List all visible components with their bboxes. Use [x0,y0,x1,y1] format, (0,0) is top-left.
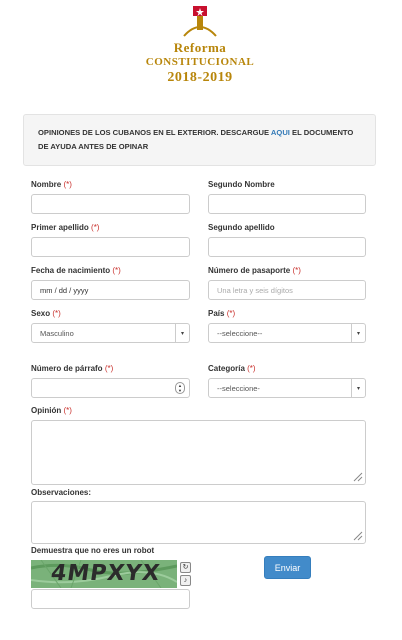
reforma-logo [130,4,270,100]
number-spinner-icon[interactable]: ▲ ▼ [175,382,185,394]
primer-apellido-input[interactable] [31,237,190,257]
submit-button[interactable]: Enviar [264,556,311,579]
pais-label: País (*) [208,309,236,318]
sexo-label: Sexo (*) [31,309,61,318]
captcha-input[interactable] [31,589,190,609]
primer-apellido-label: Primer apellido (*) [31,223,100,232]
logo-subtitle: CONSTITUCIONAL [145,56,255,68]
resize-grip-icon[interactable] [351,529,363,541]
chevron-down-icon: ▾ [351,324,365,342]
segundo-nombre-input[interactable] [208,194,366,214]
opinion-textarea[interactable] [31,420,366,485]
observaciones-textarea[interactable] [31,501,366,544]
sexo-select[interactable]: Masculino ▾ [31,323,190,343]
download-link[interactable]: AQUI [270,128,290,137]
parrafo-label: Número de párrafo (*) [31,364,114,373]
parrafo-input[interactable] [31,378,190,398]
fecha-input[interactable]: mm / dd / yyyy [31,280,190,300]
notice-box [23,114,376,166]
logo-title: Reforma [173,40,227,55]
logo-years: 2018-2019 [167,70,233,85]
nombre-label: Nombre (*) [31,180,72,189]
observaciones-label: Observaciones: [31,488,92,497]
fecha-label: Fecha de nacimiento (*) [31,266,121,275]
categoria-label: Categoría (*) [208,364,256,373]
captcha-label: Demuestra que no eres un robot [31,546,155,555]
refresh-icon[interactable]: ↻ [180,562,191,573]
captcha-image [31,560,177,588]
chevron-down-icon: ▾ [351,379,365,397]
segundo-apellido-input[interactable] [208,237,366,257]
logo-emblem-icon [180,4,220,40]
pasaporte-label: Número de pasaporte (*) [208,266,301,275]
notice-text: OPINIONES DE LOS CUBANOS EN EL EXTERIOR. DESCARGUE [38,128,271,137]
chevron-down-icon: ▾ [175,324,189,342]
segundo-apellido-label: Segundo apellido [208,223,275,232]
audio-icon[interactable]: ♪ [180,575,191,586]
pais-select[interactable]: --seleccione-- ▾ [208,323,366,343]
resize-grip-icon[interactable] [351,470,363,482]
segundo-nombre-label: Segundo Nombre [208,180,275,189]
nombre-input[interactable] [31,194,190,214]
pasaporte-input[interactable]: Una letra y seis dígitos [208,280,366,300]
categoria-select[interactable]: --seleccione- ▾ [208,378,366,398]
opinion-label: Opinión (*) [31,406,72,415]
captcha-text: 4MPXYX [49,561,162,586]
notice-text-end: EL DOCUMENTO DE AYUDA ANTES DE OPINAR [38,128,354,151]
